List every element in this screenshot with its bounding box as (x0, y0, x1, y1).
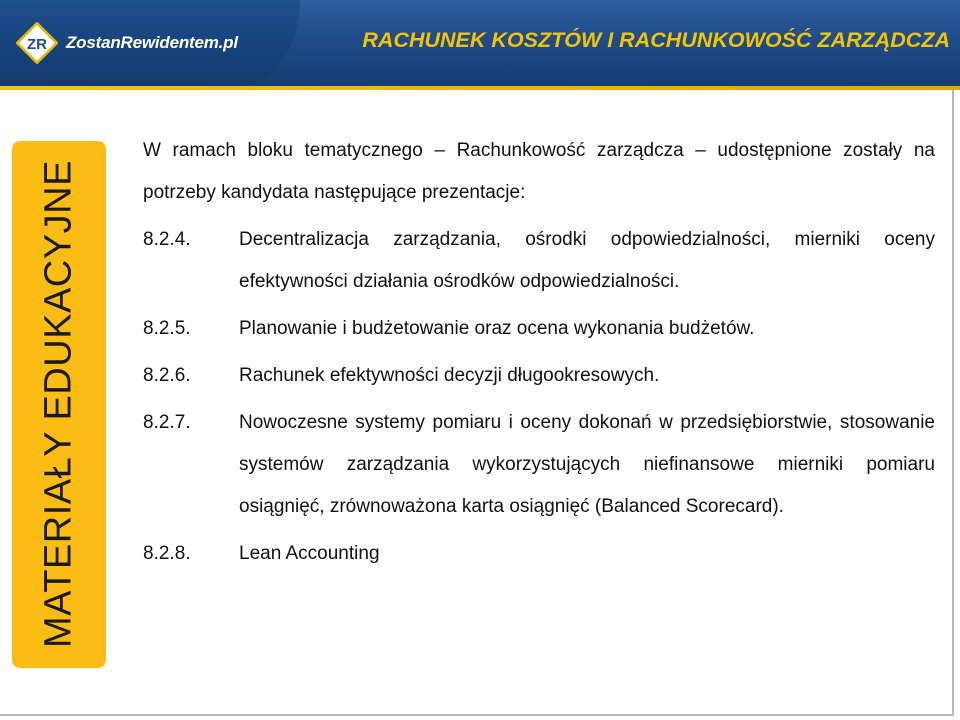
list-item (143, 355, 935, 397)
slide-frame-right (952, 90, 954, 714)
item-number: 8.2.8. (143, 543, 191, 564)
item-text: Lean Accounting (239, 543, 380, 564)
logo[interactable] (16, 22, 238, 64)
logo-text: ZostanRewidentem.pl (66, 33, 238, 52)
item-number: 8.2.4. (143, 229, 191, 250)
intro-paragraph: W ramach bloku tematycznego – Rachunkowość zarządcza – udostępnione zostały na potrzeby kandydata następujące prezentacje: (143, 140, 935, 203)
svg-text:ZR: ZR (27, 36, 47, 53)
header-bar (0, 0, 960, 86)
item-text: Rachunek efektywności decyzji długookresowych. (239, 365, 660, 386)
list-item (143, 308, 935, 350)
slide-frame-bottom (0, 714, 954, 716)
item-number: 8.2.7. (143, 412, 191, 433)
list-item (143, 402, 935, 528)
presentation-list (143, 219, 935, 575)
item-text: Planowanie i budżetowanie oraz ocena wykonania budżetów. (239, 318, 755, 339)
main-content (143, 130, 935, 575)
list-item (143, 533, 935, 575)
header-divider (0, 86, 960, 90)
page-title: RACHUNEK KOSZTÓW I RACHUNKOWOŚĆ ZARZĄDCZA (362, 28, 950, 52)
list-item (143, 219, 935, 303)
item-number: 8.2.5. (143, 318, 191, 339)
item-number: 8.2.6. (143, 365, 191, 386)
sidebar-label: MATERIAŁY EDUKACYJNE (37, 160, 80, 648)
logo-diamond-icon (16, 22, 58, 64)
item-text: Decentralizacja zarządzania, ośrodki odpowiedzialności, mierniki oceny efektywności działania ośrodków odpowiedzialności. (239, 229, 935, 292)
item-text: Nowoczesne systemy pomiaru i oceny dokonań w przedsiębiorstwie, stosowanie systemów zarządzania wykorzystujących niefinansowe mierniki pomiaru osiągnięć, zrównoważona karta osiągnięć (Balanced Scorecard). (239, 412, 935, 517)
